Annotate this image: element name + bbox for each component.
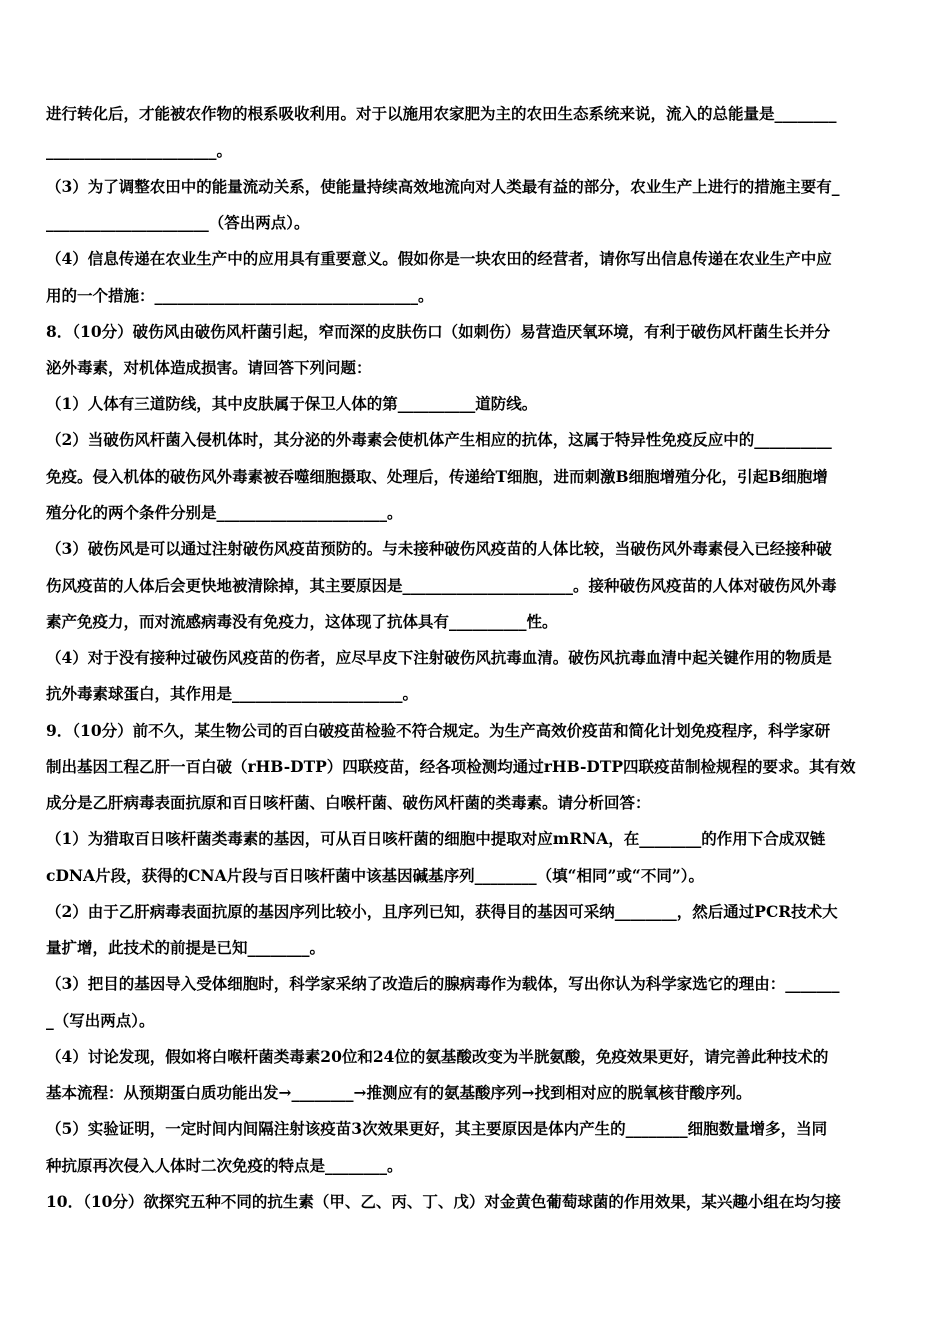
text-line-25: （3）把目的基因导入受体细胞时，科学家采纳了改造后的腺病毒作为载体，写出你认为科学家选它的理由：_______ xyxy=(46,974,840,993)
text-line-11: 免疫。侵入机体的破伤风外毒素被吞噬细胞摄取、处理后，传递给T细胞，进而刺激B细胞增殖分化，引起B细胞增 xyxy=(46,467,828,486)
text-line-4: _____________________（答出两点）。 xyxy=(46,213,310,232)
text-line-15: 素产免疫力，而对流感病毒没有免疫力，这体现了抗体具有__________性。 xyxy=(46,612,558,631)
text-line-24: 量扩增，此技术的前提是已知________。 xyxy=(46,938,326,957)
text-line-1: 进行转化后，才能被农作物的根系吸收利用。对于以施用农家肥为主的农田生态系统来说，流入的总能量是________ xyxy=(46,104,837,123)
text-line-22: cDNA片段，获得的CNA片段与百日咳杆菌中该基因碱基序列________（填“相同”或“不同”）。 xyxy=(46,866,705,885)
text-line-7: 8．（10分）破伤风由破伤风杆菌引起，窄而深的皮肤伤口（如刺伤）易营造厌氧环境，有利于破伤风杆菌生长并分 xyxy=(46,322,831,341)
text-line-3: （3）为了调整农田中的能量流动关系，使能量持续高效地流向对人类最有益的部分，农业生产上进行的措施主要有_ xyxy=(46,177,840,196)
text-line-8: 泌外毒素，对机体造成损害。请回答下列问题： xyxy=(46,358,372,377)
text-line-18: 9．（10分）前不久，某生物公司的百白破疫苗检验不符合规定。为生产高效价疫苗和简化计划免疫程序，科学家研 xyxy=(46,721,831,740)
text-line-23: （2）由于乙肝病毒表面抗原的基因序列比较小，且序列已知，获得目的基因可采纳________，然后通过PCR技术大 xyxy=(46,902,838,921)
text-line-2: ______________________。 xyxy=(46,141,233,160)
text-line-5: （4）信息传递在农业生产中的应用具有重要意义。假如你是一块农田的经营者，请你写出信息传递在农业生产中应 xyxy=(46,249,832,268)
text-line-6: 用的一个措施：__________________________________。 xyxy=(46,286,434,305)
text-line-13: （3）破伤风是可以通过注射破伤风疫苗预防的。与未接种破伤风疫苗的人体比较，当破伤风外毒素侵入已经接种破 xyxy=(46,539,832,558)
text-line-14: 伤风疫苗的人体后会更快地被清除掉，其主要原因是______________________。接种破伤风疫苗的人体对破伤风外毒 xyxy=(46,576,837,595)
text-line-27: （4）讨论发现，假如将白喉杆菌类毒素20位和24位的氨基酸改变为半胱氨酸，免疫效果更好，请完善此种技术的 xyxy=(46,1047,829,1066)
text-line-10: （2）当破伤风杆菌入侵机体时，其分泌的外毒素会使机体产生相应的抗体，这属于特异性免疫反应中的__________ xyxy=(46,430,832,449)
text-line-26: _（写出两点）。 xyxy=(46,1011,155,1030)
text-line-17: 抗外毒素球蛋白，其作用是______________________。 xyxy=(46,684,419,703)
text-line-9: （1）人体有三道防线，其中皮肤属于保卫人体的第__________道防线。 xyxy=(46,394,538,413)
text-line-30: 种抗原再次侵入人体时二次免疫的特点是________。 xyxy=(46,1156,403,1175)
text-line-21: （1）为猎取百日咳杆菌类毒素的基因，可从百日咳杆菌的细胞中提取对应mRNA，在________的作用下合成双链 xyxy=(46,829,826,848)
text-line-12: 殖分化的两个条件分别是______________________。 xyxy=(46,503,403,522)
text-line-19: 制出基因工程乙肝一百白破（rHB-DTP）四联疫苗，经各项检测均通过rHB-DTP四联疫苗制检规程的要求。其有效 xyxy=(46,757,856,776)
text-line-28: 基本流程：从预期蛋白质功能出发→________→推测应有的氨基酸序列→找到相对应的脱氧核苷酸序列。 xyxy=(46,1083,752,1102)
text-line-20: 成分是乙肝病毒表面抗原和百日咳杆菌、白喉杆菌、破伤风杆菌的类毒素。请分析回答： xyxy=(46,793,651,812)
text-line-29: （5）实验证明，一定时间内间隔注射该疫苗3次效果更好，其主要原因是体内产生的________细胞数量增多，当同 xyxy=(46,1119,828,1138)
text-line-16: （4）对于没有接种过破伤风疫苗的伤者，应尽早皮下注射破伤风抗毒血清。破伤风抗毒血清中起关键作用的物质是 xyxy=(46,648,832,667)
text-line-31: 10．（10分）欲探究五种不同的抗生素（甲、乙、丙、丁、戊）对金黄色葡萄球菌的作用效果，某兴趣小组在均匀接 xyxy=(46,1192,841,1211)
